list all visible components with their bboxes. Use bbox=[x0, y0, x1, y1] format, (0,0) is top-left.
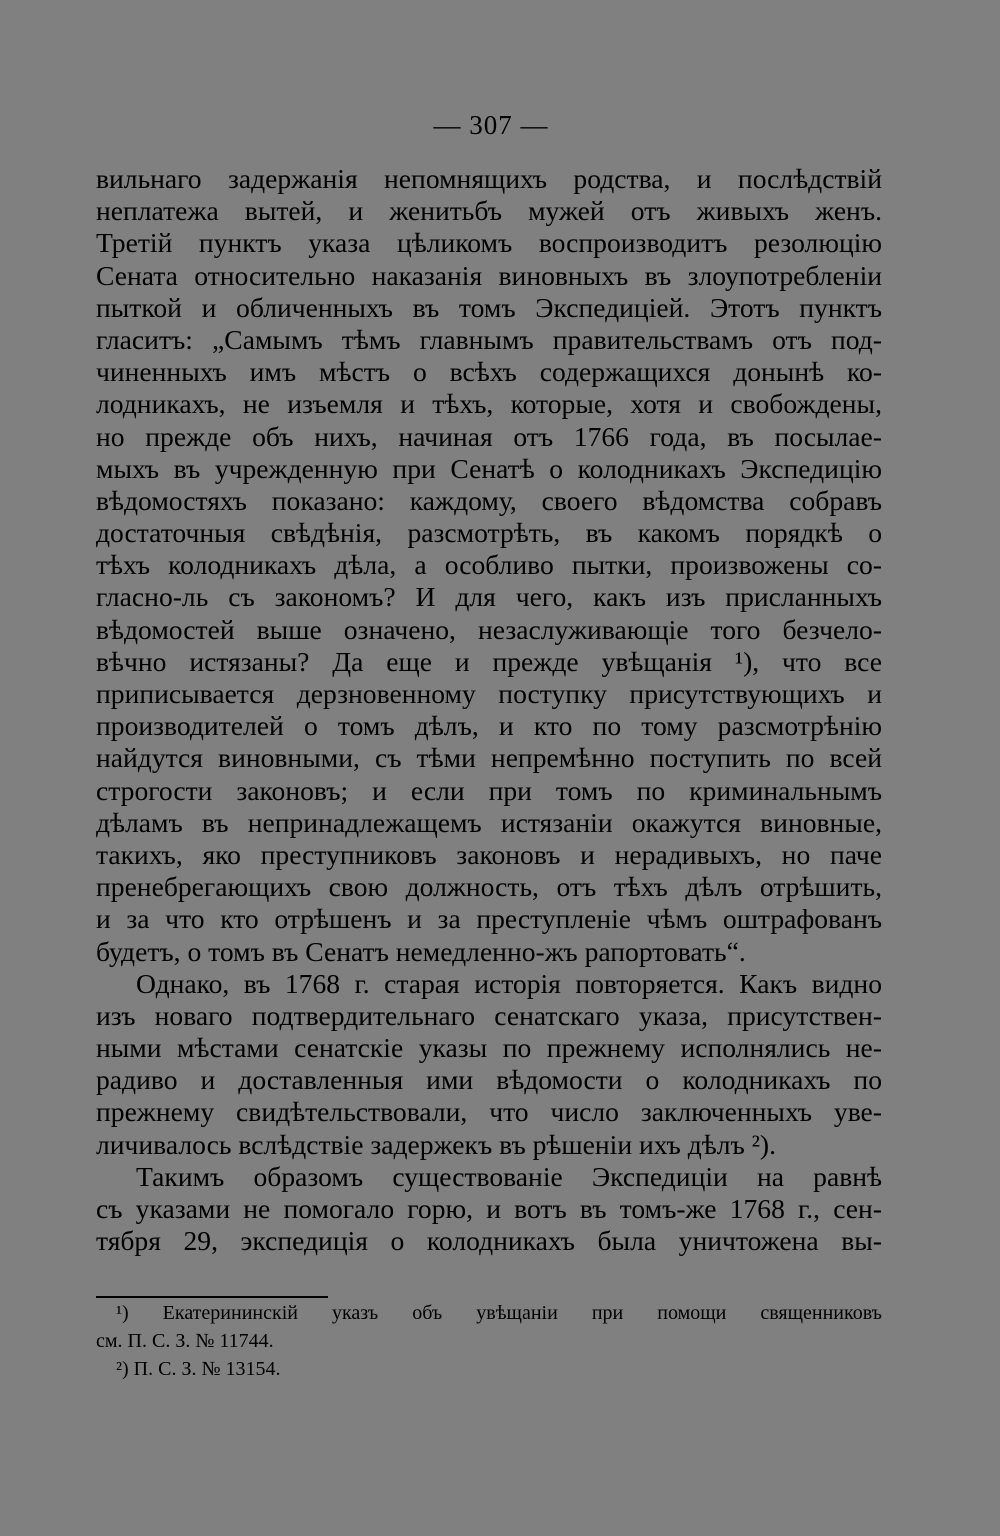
text-line: вѣчно истязаны? Да еще и прежде увѣщанія ¹), что все bbox=[96, 645, 882, 677]
footnotes bbox=[96, 1299, 882, 1383]
body-text bbox=[96, 163, 882, 1257]
text-line: будетъ, о томъ въ Сенатъ немедленно-жъ рапортовать“. bbox=[96, 935, 746, 967]
text-line: чиненныхъ имъ мѣстъ о всѣхъ содержащихся донынѣ ко- bbox=[96, 356, 882, 388]
footnote-divider bbox=[96, 1296, 328, 1298]
text-line: личивалось вслѣдствіе задержекъ въ рѣшеніи ихъ дѣлъ ²). bbox=[96, 1128, 777, 1160]
footnote-line: ¹) Екатерининскій указъ объ увѣщаніи при помощи священниковъ bbox=[116, 1302, 882, 1324]
text-line: но прежде объ нихъ, начиная отъ 1766 года, въ посылае- bbox=[96, 420, 882, 452]
text-line: радиво и доставленныя ими вѣдомости о колодникахъ по bbox=[96, 1064, 882, 1096]
text-line: лодникахъ, не изъемля и тѣхъ, которые, хотя и свобождены, bbox=[96, 388, 882, 420]
text-line: вѣдомостей выше означено, незаслуживающіе того безчело- bbox=[96, 613, 882, 645]
text-line: съ указами не помогало горю, и вотъ въ томъ-же 1768 г., сен- bbox=[96, 1193, 882, 1224]
text-line: мыхъ въ учрежденную при Сенатѣ о колодникахъ Экспедицію bbox=[96, 452, 882, 484]
text-line: ными мѣстами сенатскіе указы по прежнему исполнялись не- bbox=[96, 1032, 882, 1064]
text-line: найдутся виновными, съ тѣми непремѣнно поступить по всей bbox=[96, 742, 882, 774]
page-number: — 307 — bbox=[433, 110, 549, 140]
text-line: вѣдомостяхъ показано: каждому, своего вѣдомства собравъ bbox=[96, 484, 882, 516]
text-line: гласно-ль съ закономъ? И для чего, какъ изъ присланныхъ bbox=[96, 581, 882, 613]
text-line: пренебрегающихъ свою должность, отъ тѣхъ дѣлъ отрѣшить, bbox=[96, 871, 882, 903]
text-line: и за что кто отрѣшенъ и за преступленіе чѣмъ оштрафованъ bbox=[96, 903, 882, 935]
text-line: достаточныя свѣдѣнія, разсмотрѣть, въ какомъ порядкѣ о bbox=[96, 517, 882, 549]
footnote-line: см. П. С. З. № 11744. bbox=[96, 1330, 274, 1352]
text-line: Такимъ образомъ существованіе Экспедиціи на равнѣ bbox=[136, 1160, 882, 1192]
text-line: неплатежа вытей, и женитьбъ мужей отъ живыхъ женъ. bbox=[96, 195, 882, 227]
text-line: Третій пунктъ указа цѣликомъ воспроизводитъ резолюцію bbox=[96, 227, 882, 259]
text-line: гласитъ: „Самымъ тѣмъ главнымъ правительствамъ отъ под- bbox=[96, 323, 882, 355]
footnote-line: ²) П. С. З. № 13154. bbox=[116, 1358, 281, 1380]
text-line: тѣхъ колодникахъ дѣла, а особливо пытки, произвожены со- bbox=[96, 549, 882, 581]
text-line: Однако, въ 1768 г. старая исторія повторяется. Какъ видно bbox=[136, 967, 882, 999]
text-line: изъ новаго подтвердительнаго сенатскаго указа, присутствен- bbox=[96, 999, 882, 1031]
text-line: приписывается дерзновенному поступку присутствующихъ и bbox=[96, 678, 882, 709]
text-line: вильнаго задержанія непомнящихъ родства, и послѣдствій bbox=[96, 163, 882, 194]
text-line: такихъ, яко преступниковъ законовъ и нерадивыхъ, но паче bbox=[96, 838, 882, 870]
text-line: пыткой и обличенныхъ въ томъ Экспедиціей. Этотъ пунктъ bbox=[96, 291, 882, 323]
text-line: строгости законовъ; и если при томъ по криминальнымъ bbox=[96, 774, 882, 806]
text-line: тября 29, экспедиція о колодникахъ была уничтожена вы- bbox=[96, 1225, 882, 1257]
text-line: Сената относительно наказанія виновныхъ въ злоупотребленіи bbox=[96, 259, 882, 291]
text-line: производителей о томъ дѣлъ, и кто по тому разсмотрѣнію bbox=[96, 710, 882, 742]
text-line: дѣламъ въ непринадлежащемъ истязаніи окажутся виновные, bbox=[96, 806, 882, 838]
text-line: прежнему свидѣтельствовали, что число заключенныхъ уве- bbox=[96, 1096, 882, 1128]
